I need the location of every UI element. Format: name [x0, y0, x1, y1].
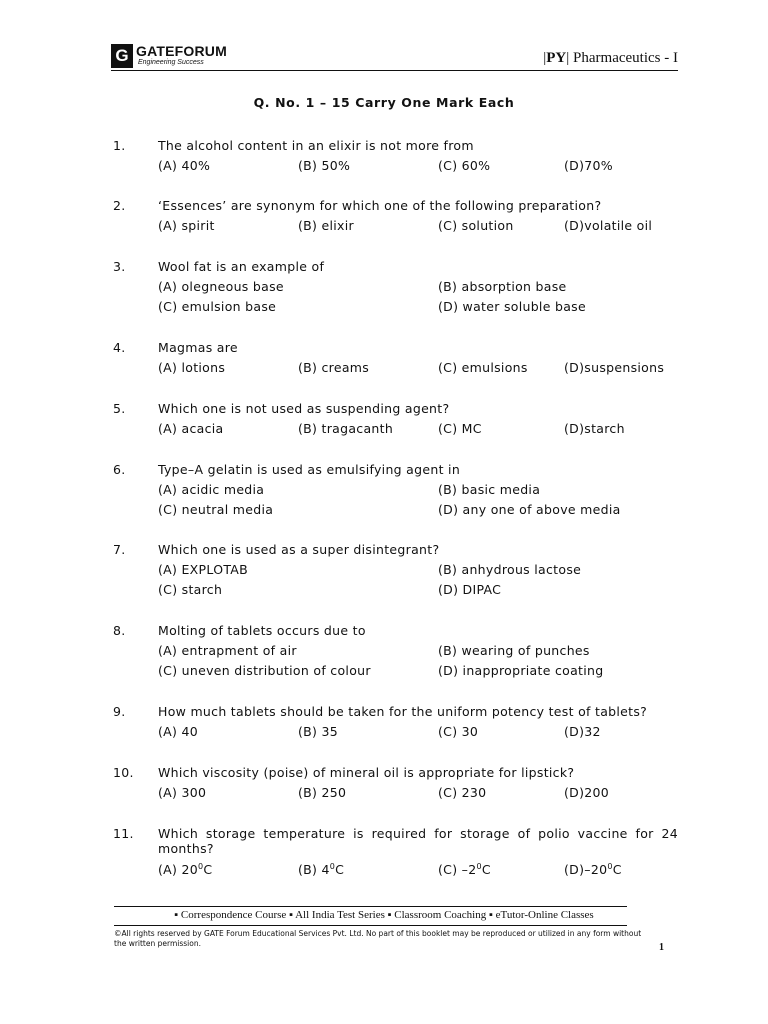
copyright-text: All rights reserved by GATE Forum Educational Services Pvt. Ltd. No part of this booklet may be reproduced or utilized in any form without the written permission. — [114, 929, 642, 948]
question-text: Molting of tablets occurs due to — [158, 623, 366, 638]
question-text: Type–A gelatin is used as emulsifying agent in — [158, 462, 461, 477]
option-a — [158, 862, 212, 877]
question-number: 8. — [113, 623, 126, 638]
question-number: 2. — [113, 198, 126, 213]
option-d: (D)suspensions — [564, 360, 665, 375]
option-c: (C) emulsion base — [158, 299, 277, 314]
subject-header: |PY| Pharmaceutics - I — [543, 50, 678, 66]
option-c: (C) emulsions — [438, 360, 528, 375]
option-b: (B) 50% — [298, 158, 351, 173]
footer-copyright — [114, 929, 654, 949]
option-b: (B) elixir — [298, 218, 354, 233]
option-b: (B) wearing of punches — [438, 643, 590, 658]
option-a: (A) spirit — [158, 218, 215, 233]
option-c: (C) 30 — [438, 724, 479, 739]
option-value: (C) –2 — [438, 862, 477, 877]
option-d: (D) water soluble base — [438, 299, 586, 314]
option-value: (D)–20 — [564, 862, 608, 877]
option-c: (C) 60% — [438, 158, 491, 173]
option-d: (D)200 — [564, 785, 610, 800]
option-d: (D)32 — [564, 724, 601, 739]
option-unit: C — [612, 862, 622, 877]
section-title: Q. No. 1 – 15 Carry One Mark Each — [253, 95, 515, 110]
question-number: 6. — [113, 462, 126, 477]
subject-code: PY — [546, 50, 567, 66]
option-c: (C) neutral media — [158, 502, 274, 517]
option-d: (D)volatile oil — [564, 218, 653, 233]
gateforum-logo — [111, 43, 227, 70]
option-b: (B) anhydrous lactose — [438, 562, 582, 577]
option-d: (D) inappropriate coating — [438, 663, 604, 678]
question-number: 1. — [113, 138, 126, 153]
question-text: Which one is used as a super disintegrant? — [158, 542, 440, 557]
question-number: 10. — [113, 765, 134, 780]
header-divider — [111, 70, 678, 71]
option-c — [438, 862, 491, 877]
question-number: 4. — [113, 340, 126, 355]
question-text: Which storage temperature is required for storage of polio vaccine for 24 months? — [158, 826, 678, 856]
option-a: (A) 300 — [158, 785, 207, 800]
footer-top-divider — [114, 906, 627, 907]
degree-superscript: 0 — [476, 861, 482, 871]
question-number: 7. — [113, 542, 126, 557]
option-c: (C) solution — [438, 218, 514, 233]
question-number: 11. — [113, 826, 134, 841]
option-a: (A) lotions — [158, 360, 226, 375]
option-a: (A) entrapment of air — [158, 643, 297, 658]
option-d: (D) DIPAC — [438, 582, 502, 597]
logo-name: GATEFORUM — [136, 43, 227, 59]
question-text: Magmas are — [158, 340, 238, 355]
option-b: (B) 250 — [298, 785, 347, 800]
option-c: (C) starch — [158, 582, 223, 597]
page-number: 1 — [659, 942, 664, 953]
option-a: (A) 40 — [158, 724, 198, 739]
copyright-icon: © — [114, 929, 122, 938]
option-d: (D)starch — [564, 421, 625, 436]
option-d: (D) any one of above media — [438, 502, 621, 517]
subject-name: Pharmaceutics - I — [573, 50, 678, 66]
option-value: (A) 20 — [158, 862, 198, 877]
option-a: (A) acidic media — [158, 482, 265, 497]
option-a: (A) acacia — [158, 421, 224, 436]
option-b: (B) tragacanth — [298, 421, 394, 436]
question-number: 5. — [113, 401, 126, 416]
question-text: How much tablets should be taken for the uniform potency test of tablets? — [158, 704, 648, 719]
option-b: (B) creams — [298, 360, 370, 375]
option-a: (A) EXPLOTAB — [158, 562, 249, 577]
option-value: (B) 4 — [298, 862, 330, 877]
question-text: Wool fat is an example of — [158, 259, 325, 274]
option-c: (C) 230 — [438, 785, 487, 800]
degree-superscript: 0 — [329, 861, 336, 871]
option-unit: C — [481, 862, 491, 877]
logo-tagline: Engineering Success — [138, 59, 204, 66]
footer-links: ▪ Correspondence Course ▪ All India Test Series ▪ Classroom Coaching ▪ eTutor-Online Classes — [174, 909, 594, 921]
question-number: 3. — [113, 259, 126, 274]
option-c: (C) uneven distribution of colour — [158, 663, 371, 678]
degree-superscript: 0 — [197, 861, 204, 871]
option-b: (B) 35 — [298, 724, 339, 739]
logo-g-mark: G — [111, 44, 133, 68]
option-b: (B) basic media — [438, 482, 541, 497]
question-text: Which viscosity (poise) of mineral oil is appropriate for lipstick? — [158, 765, 575, 780]
option-a: (A) olegneous base — [158, 279, 284, 294]
degree-superscript: 0 — [607, 861, 613, 871]
question-text: The alcohol content in an elixir is not more from — [158, 138, 474, 153]
question-text: Which one is not used as suspending agent? — [158, 401, 450, 416]
question-text: ‘Essences’ are synonym for which one of the following preparation? — [158, 198, 602, 213]
option-b: (B) absorption base — [438, 279, 567, 294]
footer-bottom-divider — [114, 925, 627, 926]
option-a: (A) 40% — [158, 158, 211, 173]
option-unit: C — [335, 862, 345, 877]
option-b — [298, 862, 344, 877]
option-unit: C — [203, 862, 213, 877]
option-d: (D)70% — [564, 158, 613, 173]
option-d — [564, 862, 622, 877]
question-number: 9. — [113, 704, 126, 719]
option-c: (C) MC — [438, 421, 482, 436]
